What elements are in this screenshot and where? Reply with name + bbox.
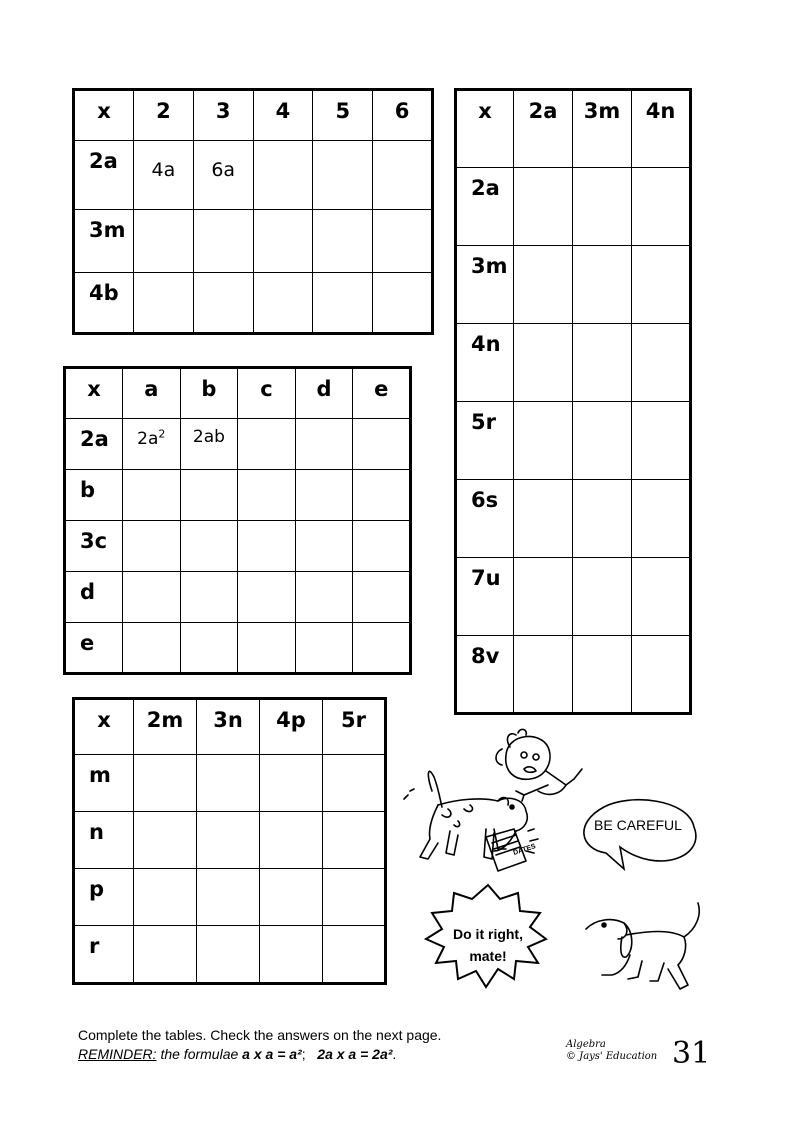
row-label: b bbox=[65, 470, 123, 521]
dog-drawing bbox=[586, 903, 699, 989]
answer-cell[interactable] bbox=[238, 419, 296, 470]
row-label: m bbox=[74, 755, 134, 812]
answer-cell[interactable] bbox=[238, 572, 296, 623]
table-row bbox=[456, 480, 691, 558]
answer-cell[interactable] bbox=[197, 926, 260, 984]
speech-bubble bbox=[584, 800, 696, 869]
answer-cell[interactable]: 6a bbox=[193, 141, 253, 210]
header-cell: 4p bbox=[260, 699, 323, 755]
header-cell: 6 bbox=[373, 90, 433, 141]
answer-cell[interactable] bbox=[323, 755, 386, 812]
answer-cell[interactable] bbox=[514, 402, 573, 480]
table-row bbox=[456, 168, 691, 246]
answer-cell[interactable] bbox=[134, 273, 194, 334]
reminder-line bbox=[78, 1046, 548, 1062]
table-row bbox=[74, 926, 386, 984]
answer-cell[interactable] bbox=[323, 812, 386, 869]
table-row bbox=[65, 521, 411, 572]
starburst-callout bbox=[426, 885, 546, 987]
answer-cell[interactable] bbox=[180, 470, 238, 521]
answer-cell[interactable] bbox=[260, 869, 323, 926]
header-cell: 3n bbox=[197, 699, 260, 755]
answer-cell[interactable] bbox=[295, 521, 353, 572]
newspaper-label: DATES bbox=[512, 843, 537, 857]
answer-cell[interactable] bbox=[632, 402, 691, 480]
answer-cell[interactable] bbox=[353, 572, 411, 623]
table-multiply-letters bbox=[63, 366, 412, 675]
answer-cell[interactable] bbox=[514, 480, 573, 558]
row-label: 2a bbox=[74, 141, 134, 210]
row-label: d bbox=[65, 572, 123, 623]
answer-cell[interactable] bbox=[295, 470, 353, 521]
row-label: n bbox=[74, 812, 134, 869]
answer-cell[interactable] bbox=[123, 623, 181, 674]
worried-person-drawing bbox=[496, 729, 582, 801]
table-multiply-terms-tall bbox=[454, 88, 692, 715]
starburst-line-2: mate! bbox=[469, 948, 507, 964]
cartoon-illustration bbox=[398, 725, 718, 1005]
answer-cell[interactable] bbox=[180, 572, 238, 623]
answer-cell[interactable] bbox=[134, 869, 197, 926]
answer-cell[interactable] bbox=[180, 521, 238, 572]
answer-cell[interactable] bbox=[180, 623, 238, 674]
header-cell: 3m bbox=[573, 90, 632, 168]
header-cell: 4 bbox=[253, 90, 313, 141]
header-cell: 4n bbox=[632, 90, 691, 168]
answer-cell[interactable] bbox=[260, 812, 323, 869]
row-label: 6s bbox=[456, 480, 514, 558]
answer-cell[interactable] bbox=[295, 572, 353, 623]
header-cell: 5r bbox=[323, 699, 386, 755]
row-label: 5r bbox=[456, 402, 514, 480]
answer-cell[interactable] bbox=[514, 168, 573, 246]
table-row bbox=[65, 623, 411, 674]
answer-cell[interactable] bbox=[197, 755, 260, 812]
answer-cell[interactable] bbox=[353, 419, 411, 470]
answer-cell[interactable] bbox=[134, 926, 197, 984]
answer-cell[interactable] bbox=[313, 210, 373, 273]
header-cell: x bbox=[65, 368, 123, 419]
answer-cell[interactable] bbox=[373, 141, 433, 210]
answer-cell[interactable] bbox=[514, 324, 573, 402]
row-label: 2a bbox=[65, 419, 123, 470]
header-cell: 2a bbox=[514, 90, 573, 168]
answer-cell[interactable] bbox=[373, 273, 433, 334]
answer-cell[interactable] bbox=[323, 869, 386, 926]
table-multiply-by-letters bbox=[72, 697, 387, 985]
answer-cell[interactable] bbox=[514, 558, 573, 636]
table-row bbox=[65, 419, 411, 470]
answer-cell[interactable] bbox=[123, 521, 181, 572]
row-label: 3m bbox=[74, 210, 134, 273]
header-cell: 3 bbox=[193, 90, 253, 141]
row-label: e bbox=[65, 623, 123, 674]
row-label: 8v bbox=[456, 636, 514, 714]
publisher-copyright: © Jays' Education bbox=[566, 1051, 658, 1062]
header-cell: a bbox=[123, 368, 181, 419]
table-row bbox=[456, 402, 691, 480]
row-label: 3m bbox=[456, 246, 514, 324]
answer-cell[interactable] bbox=[123, 419, 181, 470]
row-label: 4n bbox=[456, 324, 514, 402]
formula-end: . bbox=[392, 1046, 397, 1062]
answer-cell[interactable] bbox=[323, 926, 386, 984]
answer-cell[interactable] bbox=[514, 246, 573, 324]
header-cell: x bbox=[456, 90, 514, 168]
header-cell: 2m bbox=[134, 699, 197, 755]
header-cell: b bbox=[180, 368, 238, 419]
answer-cell[interactable] bbox=[193, 210, 253, 273]
publisher-subject: Algebra bbox=[566, 1039, 606, 1050]
answer-cell[interactable] bbox=[573, 558, 632, 636]
dog-with-newspaper-drawing bbox=[404, 771, 538, 871]
answer-cell[interactable] bbox=[295, 419, 353, 470]
table-row bbox=[74, 273, 433, 334]
table-row bbox=[456, 246, 691, 324]
table-row bbox=[65, 572, 411, 623]
formula-separator: ; bbox=[301, 1046, 318, 1062]
answer-cell[interactable] bbox=[353, 470, 411, 521]
table-row bbox=[74, 869, 386, 926]
answer-cell[interactable] bbox=[353, 623, 411, 674]
answer-2a-squared: $2a^2$ bbox=[137, 427, 166, 449]
instructions bbox=[78, 1027, 548, 1062]
table-row bbox=[74, 755, 386, 812]
answer-cell[interactable] bbox=[197, 869, 260, 926]
row-label: p bbox=[74, 869, 134, 926]
answer-cell[interactable] bbox=[632, 636, 691, 714]
reminder-text: the formulae bbox=[156, 1046, 243, 1062]
answer-cell[interactable] bbox=[573, 402, 632, 480]
table-row bbox=[456, 558, 691, 636]
answer-cell[interactable] bbox=[573, 480, 632, 558]
answer-cell[interactable] bbox=[632, 246, 691, 324]
answer-cell[interactable] bbox=[197, 812, 260, 869]
answer-cell[interactable] bbox=[313, 141, 373, 210]
answer-cell[interactable] bbox=[313, 273, 373, 334]
answer-cell[interactable] bbox=[253, 273, 313, 334]
table-row bbox=[74, 812, 386, 869]
formula-2: 2a x a = 2a² bbox=[317, 1046, 393, 1062]
answer-cell[interactable]: 2ab bbox=[180, 419, 238, 470]
reminder-label: REMINDER: bbox=[78, 1046, 157, 1062]
starburst-line-1: Do it right, bbox=[453, 926, 523, 942]
header-cell: e bbox=[353, 368, 411, 419]
header-cell: 5 bbox=[313, 90, 373, 141]
page-number: 31 bbox=[672, 1036, 711, 1071]
row-label: 3c bbox=[65, 521, 123, 572]
formula-1: a x a = a² bbox=[242, 1046, 302, 1062]
header-cell: d bbox=[295, 368, 353, 419]
speech-bubble-text: BE CAREFUL bbox=[594, 817, 682, 833]
answer-cell[interactable] bbox=[632, 324, 691, 402]
answer-cell[interactable]: 4a bbox=[134, 141, 194, 210]
answer-cell[interactable] bbox=[260, 755, 323, 812]
answer-cell[interactable] bbox=[295, 623, 353, 674]
table-multiply-numbers bbox=[72, 88, 434, 335]
answer-cell[interactable] bbox=[238, 521, 296, 572]
answer-cell[interactable] bbox=[123, 470, 181, 521]
answer-cell[interactable] bbox=[632, 558, 691, 636]
answer-cell[interactable] bbox=[632, 480, 691, 558]
answer-cell[interactable] bbox=[573, 324, 632, 402]
table-row bbox=[74, 210, 433, 273]
table-row bbox=[456, 324, 691, 402]
answer-cell[interactable] bbox=[353, 521, 411, 572]
answer-cell[interactable] bbox=[134, 755, 197, 812]
answer-cell[interactable] bbox=[253, 141, 313, 210]
header-cell: 2 bbox=[134, 90, 194, 141]
header-cell: x bbox=[74, 90, 134, 141]
answer-cell[interactable] bbox=[514, 636, 573, 714]
answer-cell[interactable] bbox=[238, 623, 296, 674]
answer-cell[interactable] bbox=[193, 273, 253, 334]
answer-cell[interactable] bbox=[573, 246, 632, 324]
row-label: 2a bbox=[456, 168, 514, 246]
answer-cell[interactable] bbox=[134, 210, 194, 273]
answer-cell[interactable] bbox=[573, 636, 632, 714]
table-row bbox=[456, 636, 691, 714]
row-label: 4b bbox=[74, 273, 134, 334]
table-row bbox=[65, 470, 411, 521]
answer-cell[interactable] bbox=[260, 926, 323, 984]
answer-cell[interactable] bbox=[123, 572, 181, 623]
header-cell: c bbox=[238, 368, 296, 419]
row-label: r bbox=[74, 926, 134, 984]
answer-cell[interactable] bbox=[373, 210, 433, 273]
answer-cell[interactable] bbox=[632, 168, 691, 246]
answer-cell[interactable] bbox=[573, 168, 632, 246]
answer-cell[interactable] bbox=[134, 812, 197, 869]
instruction-text: Complete the tables. Check the answers on the next page. bbox=[78, 1027, 442, 1043]
table-row bbox=[74, 141, 433, 210]
row-label: 7u bbox=[456, 558, 514, 636]
answer-cell[interactable] bbox=[253, 210, 313, 273]
header-cell: x bbox=[74, 699, 134, 755]
publisher-note bbox=[566, 1039, 657, 1063]
answer-cell[interactable] bbox=[238, 470, 296, 521]
